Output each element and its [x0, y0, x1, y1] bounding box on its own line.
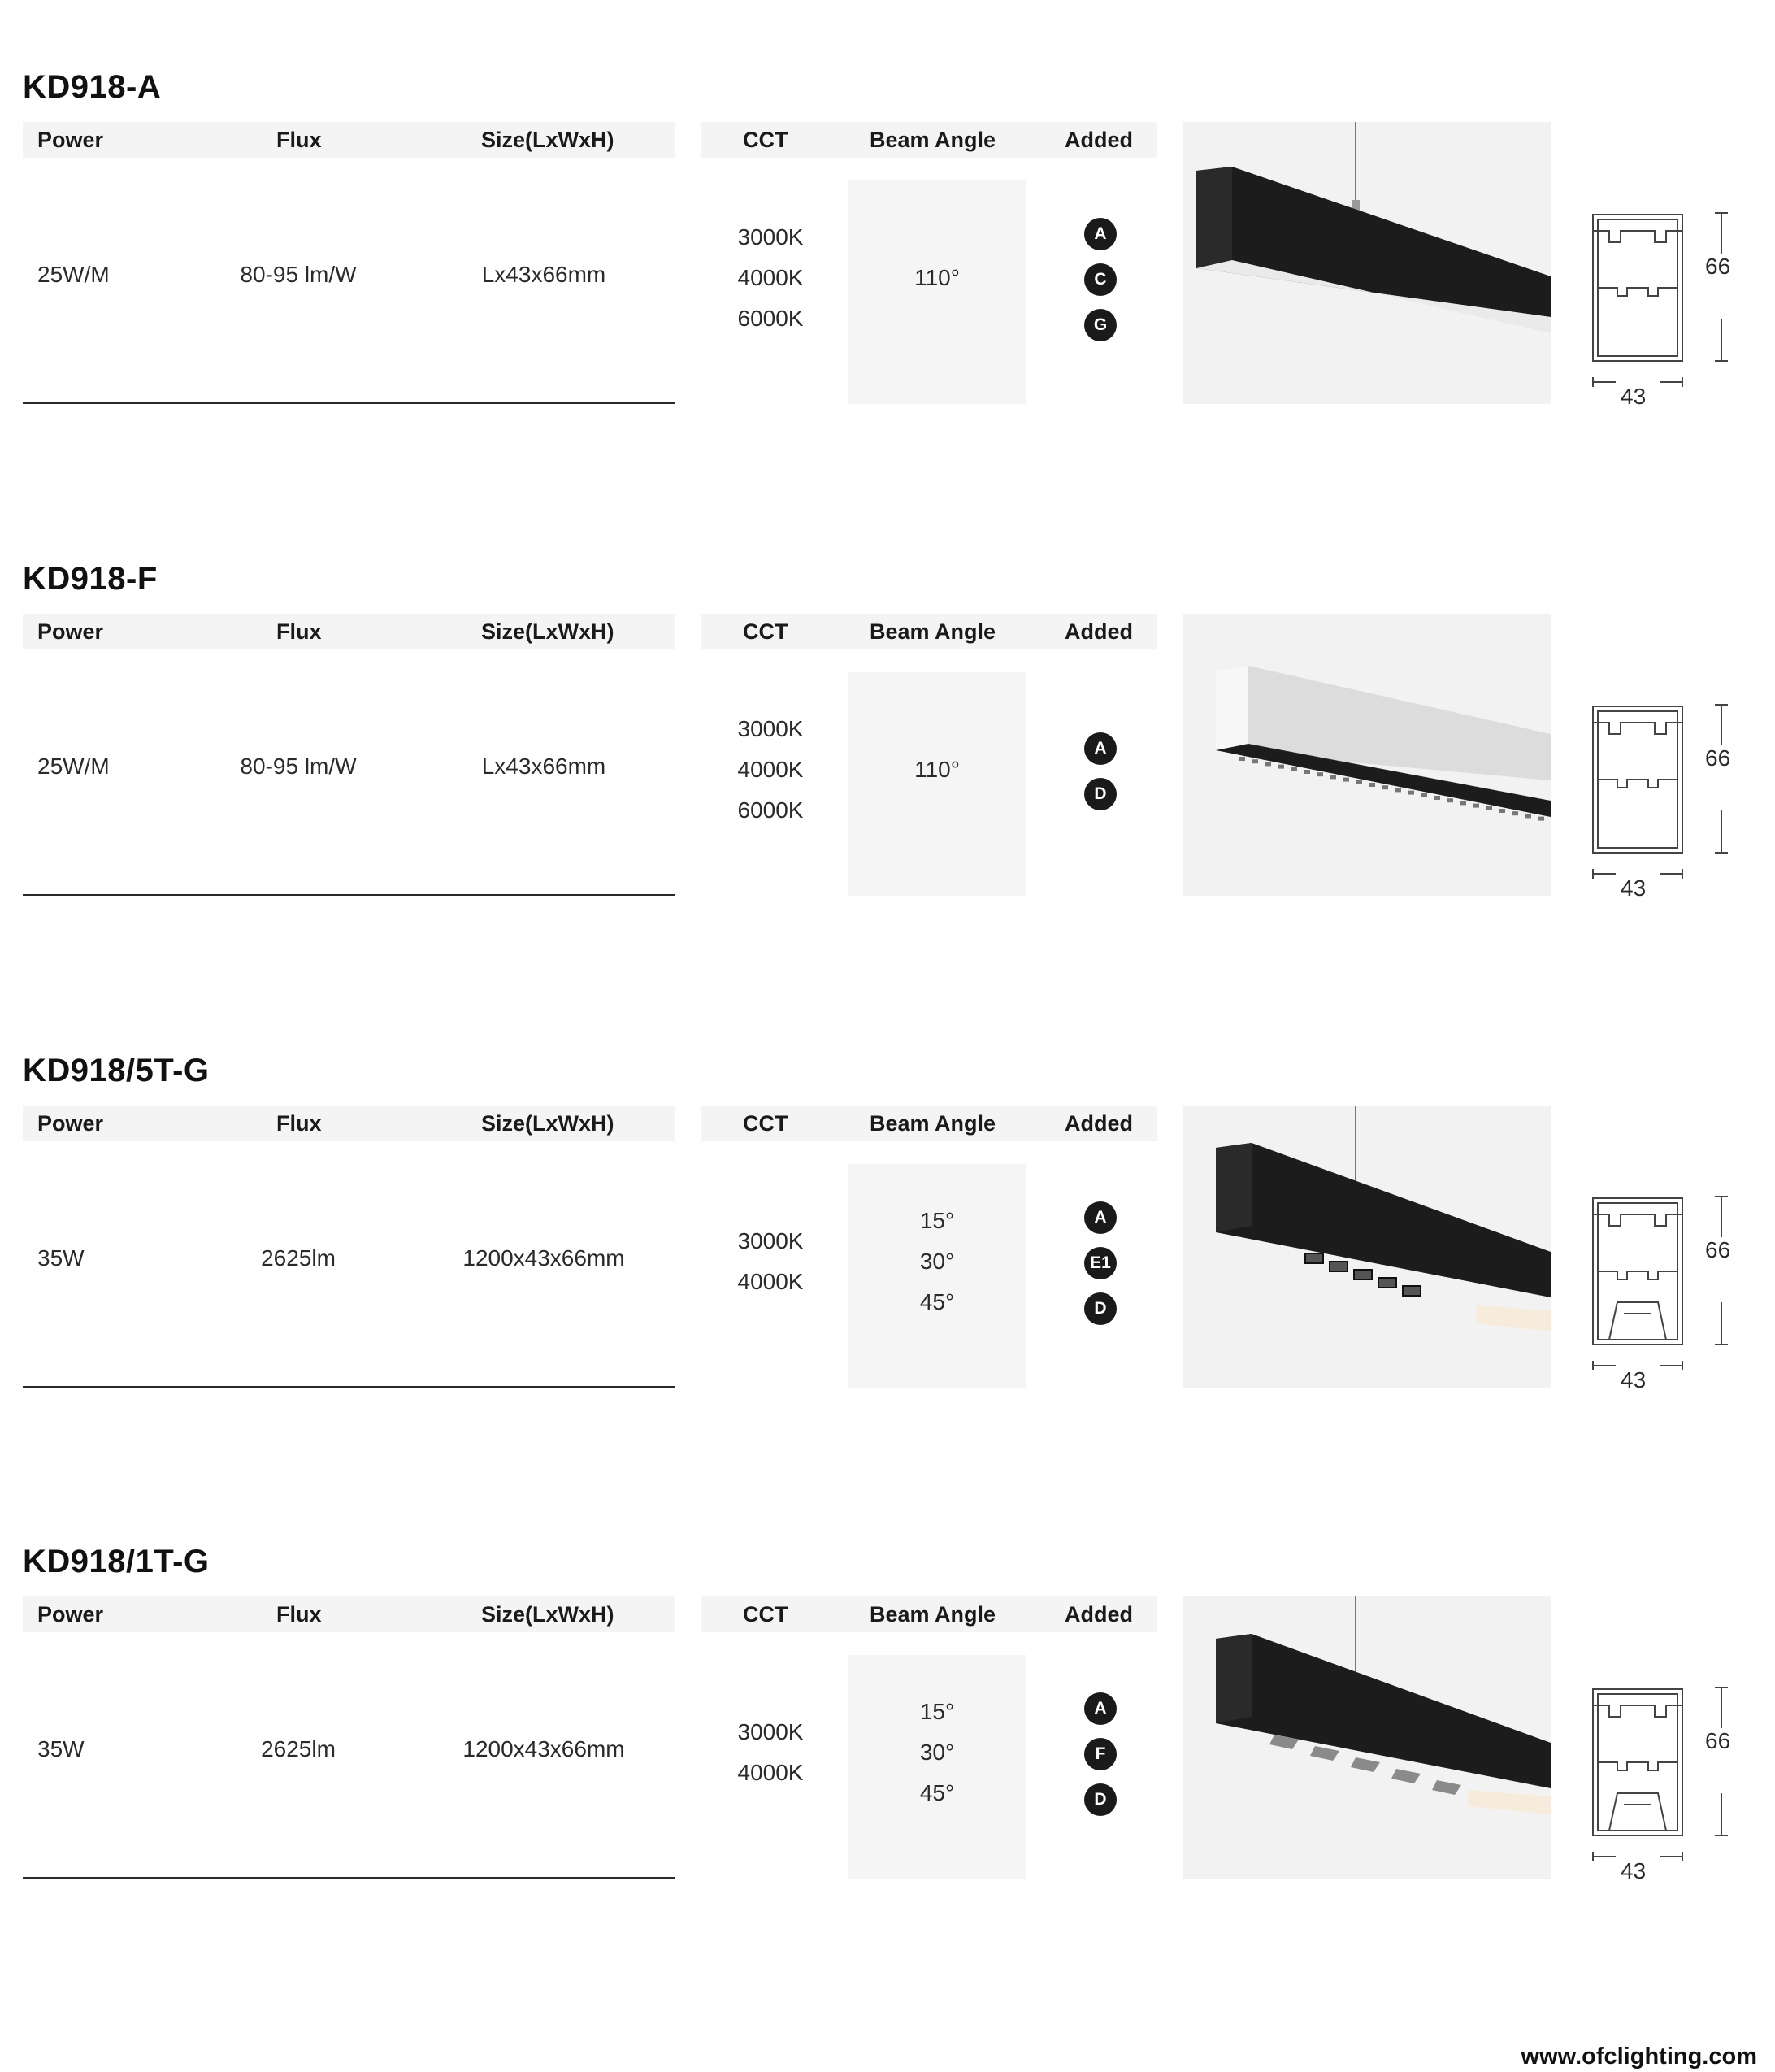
option-badge: A	[1084, 1201, 1117, 1234]
header-cct: CCT	[743, 128, 788, 152]
header-flux: Flux	[276, 128, 322, 152]
width-dimension: 43	[1621, 875, 1647, 901]
option-badge: E1	[1084, 1247, 1117, 1279]
dimension-drawing	[1585, 1180, 1747, 1375]
spec-header-right	[701, 1596, 1157, 1632]
header-power: Power	[37, 1602, 104, 1627]
height-dimension: 66	[1705, 745, 1731, 771]
header-power: Power	[37, 619, 104, 644]
header-flux: Flux	[276, 1602, 322, 1627]
product-model: KD918/1T-G	[23, 1544, 210, 1579]
height-dimension: 66	[1705, 1237, 1731, 1262]
beam-angle-value: 110°	[914, 757, 960, 782]
cct-value: 4000K	[737, 757, 804, 782]
header-beam-angle: Beam Angle	[870, 1111, 996, 1136]
header-cct: CCT	[743, 619, 788, 644]
header-added: Added	[1065, 128, 1133, 152]
product-model: KD918/5T-G	[23, 1053, 210, 1088]
width-dimension: 43	[1621, 1367, 1647, 1392]
cct-value: 4000K	[737, 1760, 804, 1785]
cct-list	[701, 1221, 840, 1302]
cct-value: 6000K	[737, 306, 804, 331]
website-url[interactable]: www.ofclighting.com	[1521, 2044, 1757, 2070]
dimension-drawing	[1585, 1671, 1747, 1866]
height-dimension: 66	[1705, 1728, 1731, 1753]
beam-angle-list	[848, 1692, 1026, 1814]
size-value: 1200x43x66mm	[462, 1245, 625, 1271]
header-added: Added	[1065, 1111, 1133, 1136]
option-badge: D	[1084, 1783, 1117, 1816]
product-section	[0, 1541, 1775, 1931]
cct-value: 4000K	[737, 265, 804, 290]
added-options	[1084, 1692, 1120, 1829]
header-power: Power	[37, 128, 104, 152]
option-badge: A	[1084, 732, 1117, 765]
spec-header-right	[701, 1106, 1157, 1141]
row-divider	[23, 894, 675, 896]
row-divider	[23, 402, 675, 404]
beam-angle-value: 15°	[919, 1208, 955, 1233]
cct-value: 6000K	[737, 797, 804, 823]
option-badge: A	[1084, 1692, 1117, 1725]
product-photo	[1183, 1106, 1551, 1388]
header-size: Size(LxWxH)	[481, 128, 614, 152]
product-photo	[1183, 614, 1551, 896]
dimension-drawing	[1585, 688, 1747, 884]
power-value: 25W/M	[37, 262, 110, 287]
option-badge: C	[1084, 263, 1117, 296]
header-beam-angle: Beam Angle	[870, 128, 996, 152]
beam-angle-list	[848, 1201, 1026, 1323]
header-added: Added	[1065, 1602, 1133, 1627]
header-size: Size(LxWxH)	[481, 619, 614, 644]
cct-list	[701, 1712, 840, 1793]
height-dimension: 66	[1705, 254, 1731, 279]
flux-value: 2625lm	[261, 1736, 336, 1761]
product-photo	[1183, 122, 1551, 404]
beam-angle-value: 30°	[919, 1249, 955, 1274]
added-options	[1084, 1201, 1120, 1338]
width-dimension: 43	[1621, 384, 1647, 409]
product-section	[0, 67, 1775, 457]
size-value: 1200x43x66mm	[462, 1736, 625, 1761]
cct-value: 3000K	[737, 224, 804, 250]
beam-angle-value: 45°	[919, 1289, 955, 1314]
flux-value: 80-95 lm/W	[240, 754, 357, 779]
option-badge: F	[1084, 1738, 1117, 1770]
row-divider	[23, 1877, 675, 1879]
product-model: KD918-A	[23, 69, 162, 105]
option-badge: A	[1084, 218, 1117, 250]
beam-angle-value: 45°	[919, 1780, 955, 1805]
header-beam-angle: Beam Angle	[870, 1602, 996, 1627]
beam-angle-value: 15°	[919, 1699, 955, 1724]
cct-value: 3000K	[737, 1228, 804, 1253]
header-flux: Flux	[276, 619, 322, 644]
header-size: Size(LxWxH)	[481, 1111, 614, 1136]
spec-header-left	[23, 1106, 675, 1141]
beam-angle-value: 30°	[919, 1740, 955, 1765]
header-power: Power	[37, 1111, 104, 1136]
beam-angle-value: 110°	[914, 265, 960, 290]
cct-value: 3000K	[737, 716, 804, 741]
row-divider	[23, 1386, 675, 1388]
power-value: 25W/M	[37, 754, 110, 779]
header-beam-angle: Beam Angle	[870, 619, 996, 644]
header-added: Added	[1065, 619, 1133, 644]
flux-value: 80-95 lm/W	[240, 262, 357, 287]
spec-header-left	[23, 614, 675, 649]
beam-angle-list	[848, 258, 1026, 298]
product-photo	[1183, 1596, 1551, 1879]
beam-angle-list	[848, 749, 1026, 790]
added-options	[1084, 218, 1120, 354]
cct-value: 3000K	[737, 1719, 804, 1744]
dimension-drawing	[1585, 197, 1747, 392]
cct-value: 4000K	[737, 1269, 804, 1294]
power-value: 35W	[37, 1736, 85, 1761]
header-cct: CCT	[743, 1602, 788, 1627]
option-badge: D	[1084, 778, 1117, 810]
header-size: Size(LxWxH)	[481, 1602, 614, 1627]
spec-header-right	[701, 122, 1157, 158]
size-value: Lx43x66mm	[481, 754, 606, 779]
spec-header-right	[701, 614, 1157, 649]
spec-header-left	[23, 122, 675, 158]
added-options	[1084, 732, 1120, 823]
size-value: Lx43x66mm	[481, 262, 606, 287]
option-badge: D	[1084, 1292, 1117, 1325]
product-model: KD918-F	[23, 561, 158, 597]
spec-header-left	[23, 1596, 675, 1632]
header-flux: Flux	[276, 1111, 322, 1136]
product-section	[0, 1050, 1775, 1440]
width-dimension: 43	[1621, 1858, 1647, 1883]
cct-list	[701, 709, 840, 831]
cct-list	[701, 217, 840, 339]
header-cct: CCT	[743, 1111, 788, 1136]
option-badge: G	[1084, 309, 1117, 341]
flux-value: 2625lm	[261, 1245, 336, 1271]
product-section	[0, 558, 1775, 949]
power-value: 35W	[37, 1245, 85, 1271]
